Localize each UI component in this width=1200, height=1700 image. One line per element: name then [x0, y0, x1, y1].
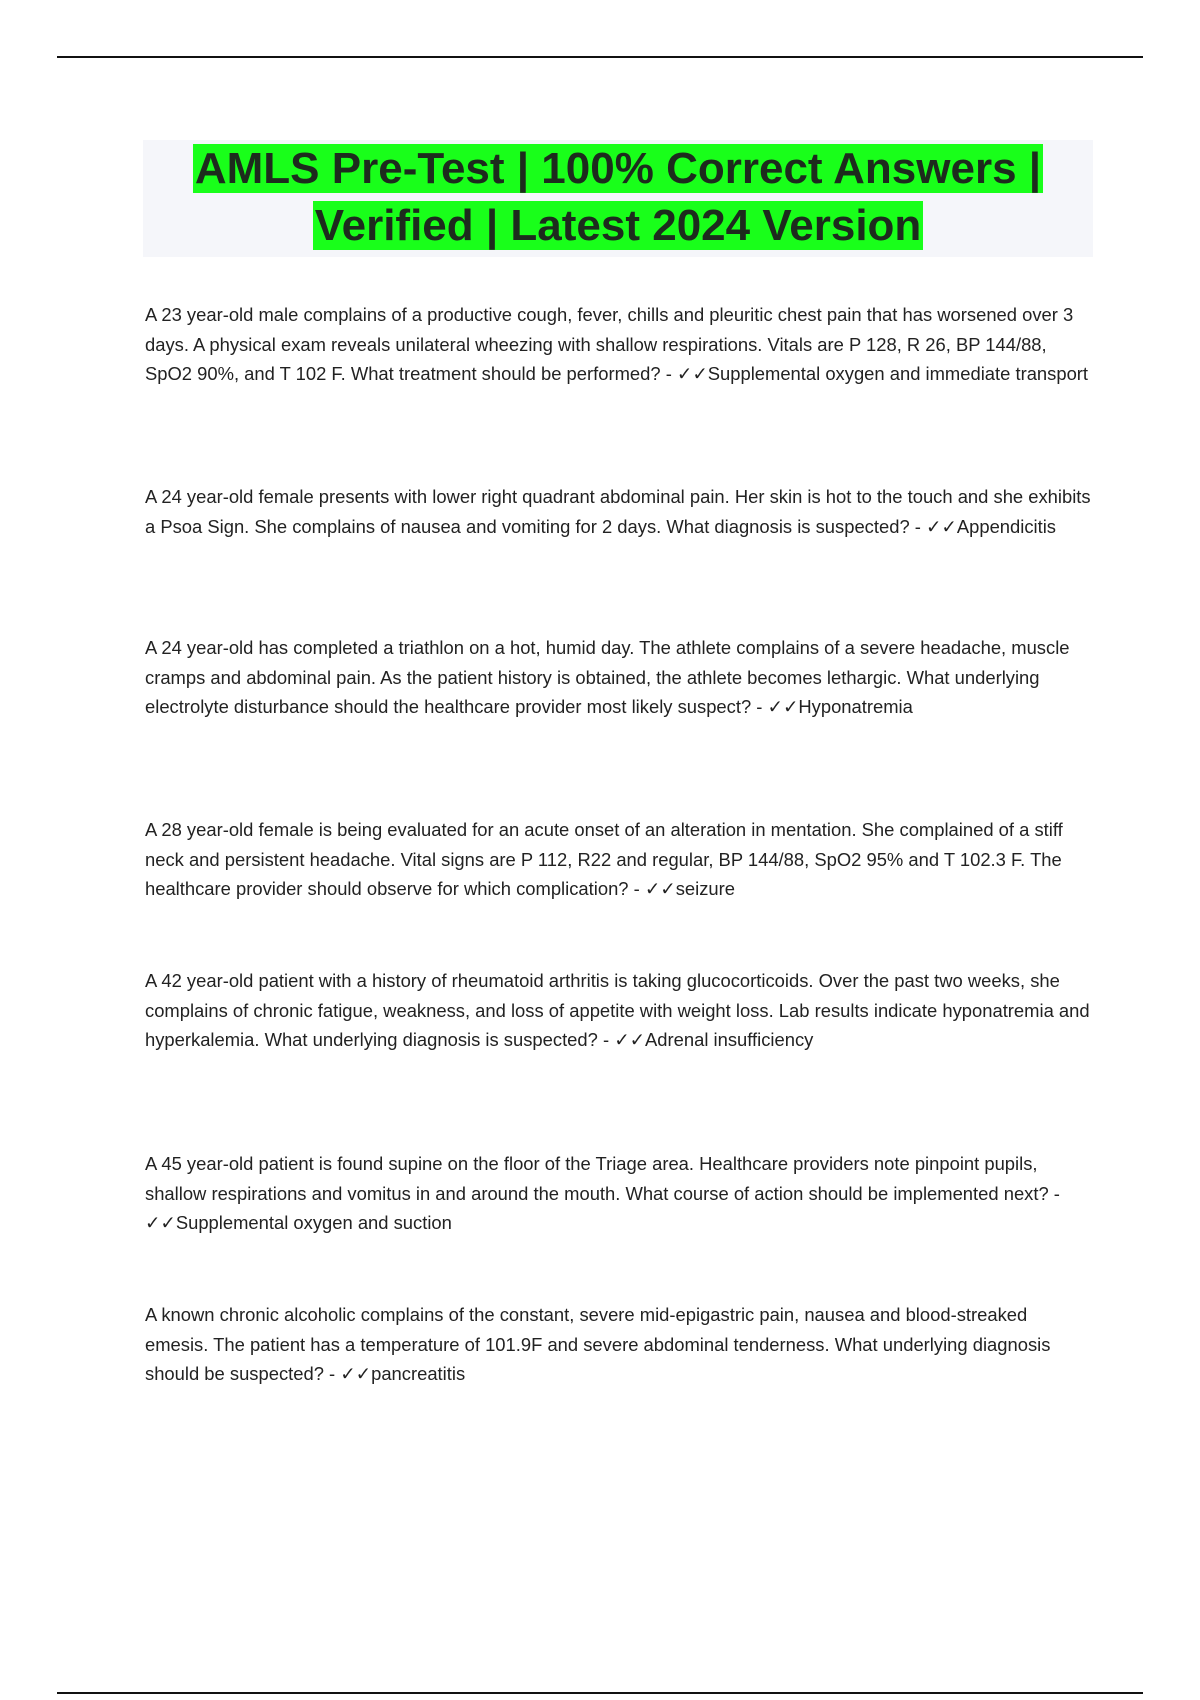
answer-text: Appendicitis: [956, 515, 1057, 537]
answer-text: pancreatitis: [371, 1363, 466, 1384]
question-text: A 45 year-old patient is found supine on the floor of the Triage area. Healthcare providers note pinpoint pupils, shallow respirations and vomitus in and around the mouth. What course of action should be implemented next? - ✓✓: [145, 1153, 1060, 1233]
question-text: A 42 year-old patient with a history of rheumatoid arthritis is taking glucocorticoids. Over the past two weeks, she complains of chronic fatigue, weakness, and loss of appetite with weight loss. Lab results indicate hyponatremia and hyperkalemia. What underlying diagnosis is suspected? - ✓✓: [145, 970, 1090, 1050]
qa-item: [145, 633, 1095, 722]
qa-item: [145, 482, 1095, 541]
title-line-1: AMLS Pre-Test | 100% Correct Answers |: [194, 144, 1042, 193]
answer-text: Adrenal insufficiency: [645, 1029, 814, 1050]
answer-text: Hyponatremia: [798, 696, 913, 717]
qa-item: [145, 300, 1095, 389]
question-text: A 24 year-old female presents with lower right quadrant abdominal pain. Her skin is hot to the touch and she exhibits a Psoa Sign. She complains of nausea and vomiting for 2 days. What diagnosis is suspected? - ✓✓: [145, 486, 1091, 537]
top-divider: [57, 56, 1143, 58]
question-text: A 28 year-old female is being evaluated for an acute onset of an alteration in mentation. She complained of a stiff neck and persistent headache. Vital signs are P 112, R22 and regular, BP 144/88, SpO2 95% and T 102.3 F. The healthcare provider should observe for which complication? - ✓✓: [145, 819, 1063, 899]
title-line-2: Verified | Latest 2024 Version: [314, 201, 922, 250]
qa-item: [145, 1149, 1095, 1238]
qa-item: [145, 815, 1095, 904]
question-text: A 23 year-old male complains of a productive cough, fever, chills and pleuritic chest pain that has worsened over 3 days. A physical exam reveals unilateral wheezing with shallow respirations. Vitals are P 128, R 26, BP 144/88, SpO2 90%, and T 102 F. What treatment should be performed? - ✓✓: [145, 304, 1074, 384]
title-block: [143, 140, 1093, 257]
answer-text: Supplemental oxygen and immediate transport: [707, 363, 1089, 384]
question-text: A known chronic alcoholic complains of the constant, severe mid-epigastric pain, nausea and blood-streaked emesis. The patient has a temperature of 101.9F and severe abdominal tenderness. What underlying diagnosis should be suspected? - ✓✓: [145, 1304, 1051, 1384]
qa-item: [145, 966, 1095, 1055]
bottom-divider: [57, 1692, 1143, 1694]
qa-item: [145, 1300, 1095, 1389]
answer-text: seizure: [675, 878, 735, 899]
answer-text: Supplemental oxygen and suction: [175, 1212, 452, 1233]
document-title: [143, 140, 1093, 254]
question-text: A 24 year-old has completed a triathlon on a hot, humid day. The athlete complains of a severe headache, muscle cramps and abdominal pain. As the patient history is obtained, the athlete becomes lethargic. What underlying electrolyte disturbance should the healthcare provider most likely suspect? - ✓✓: [145, 637, 1070, 717]
